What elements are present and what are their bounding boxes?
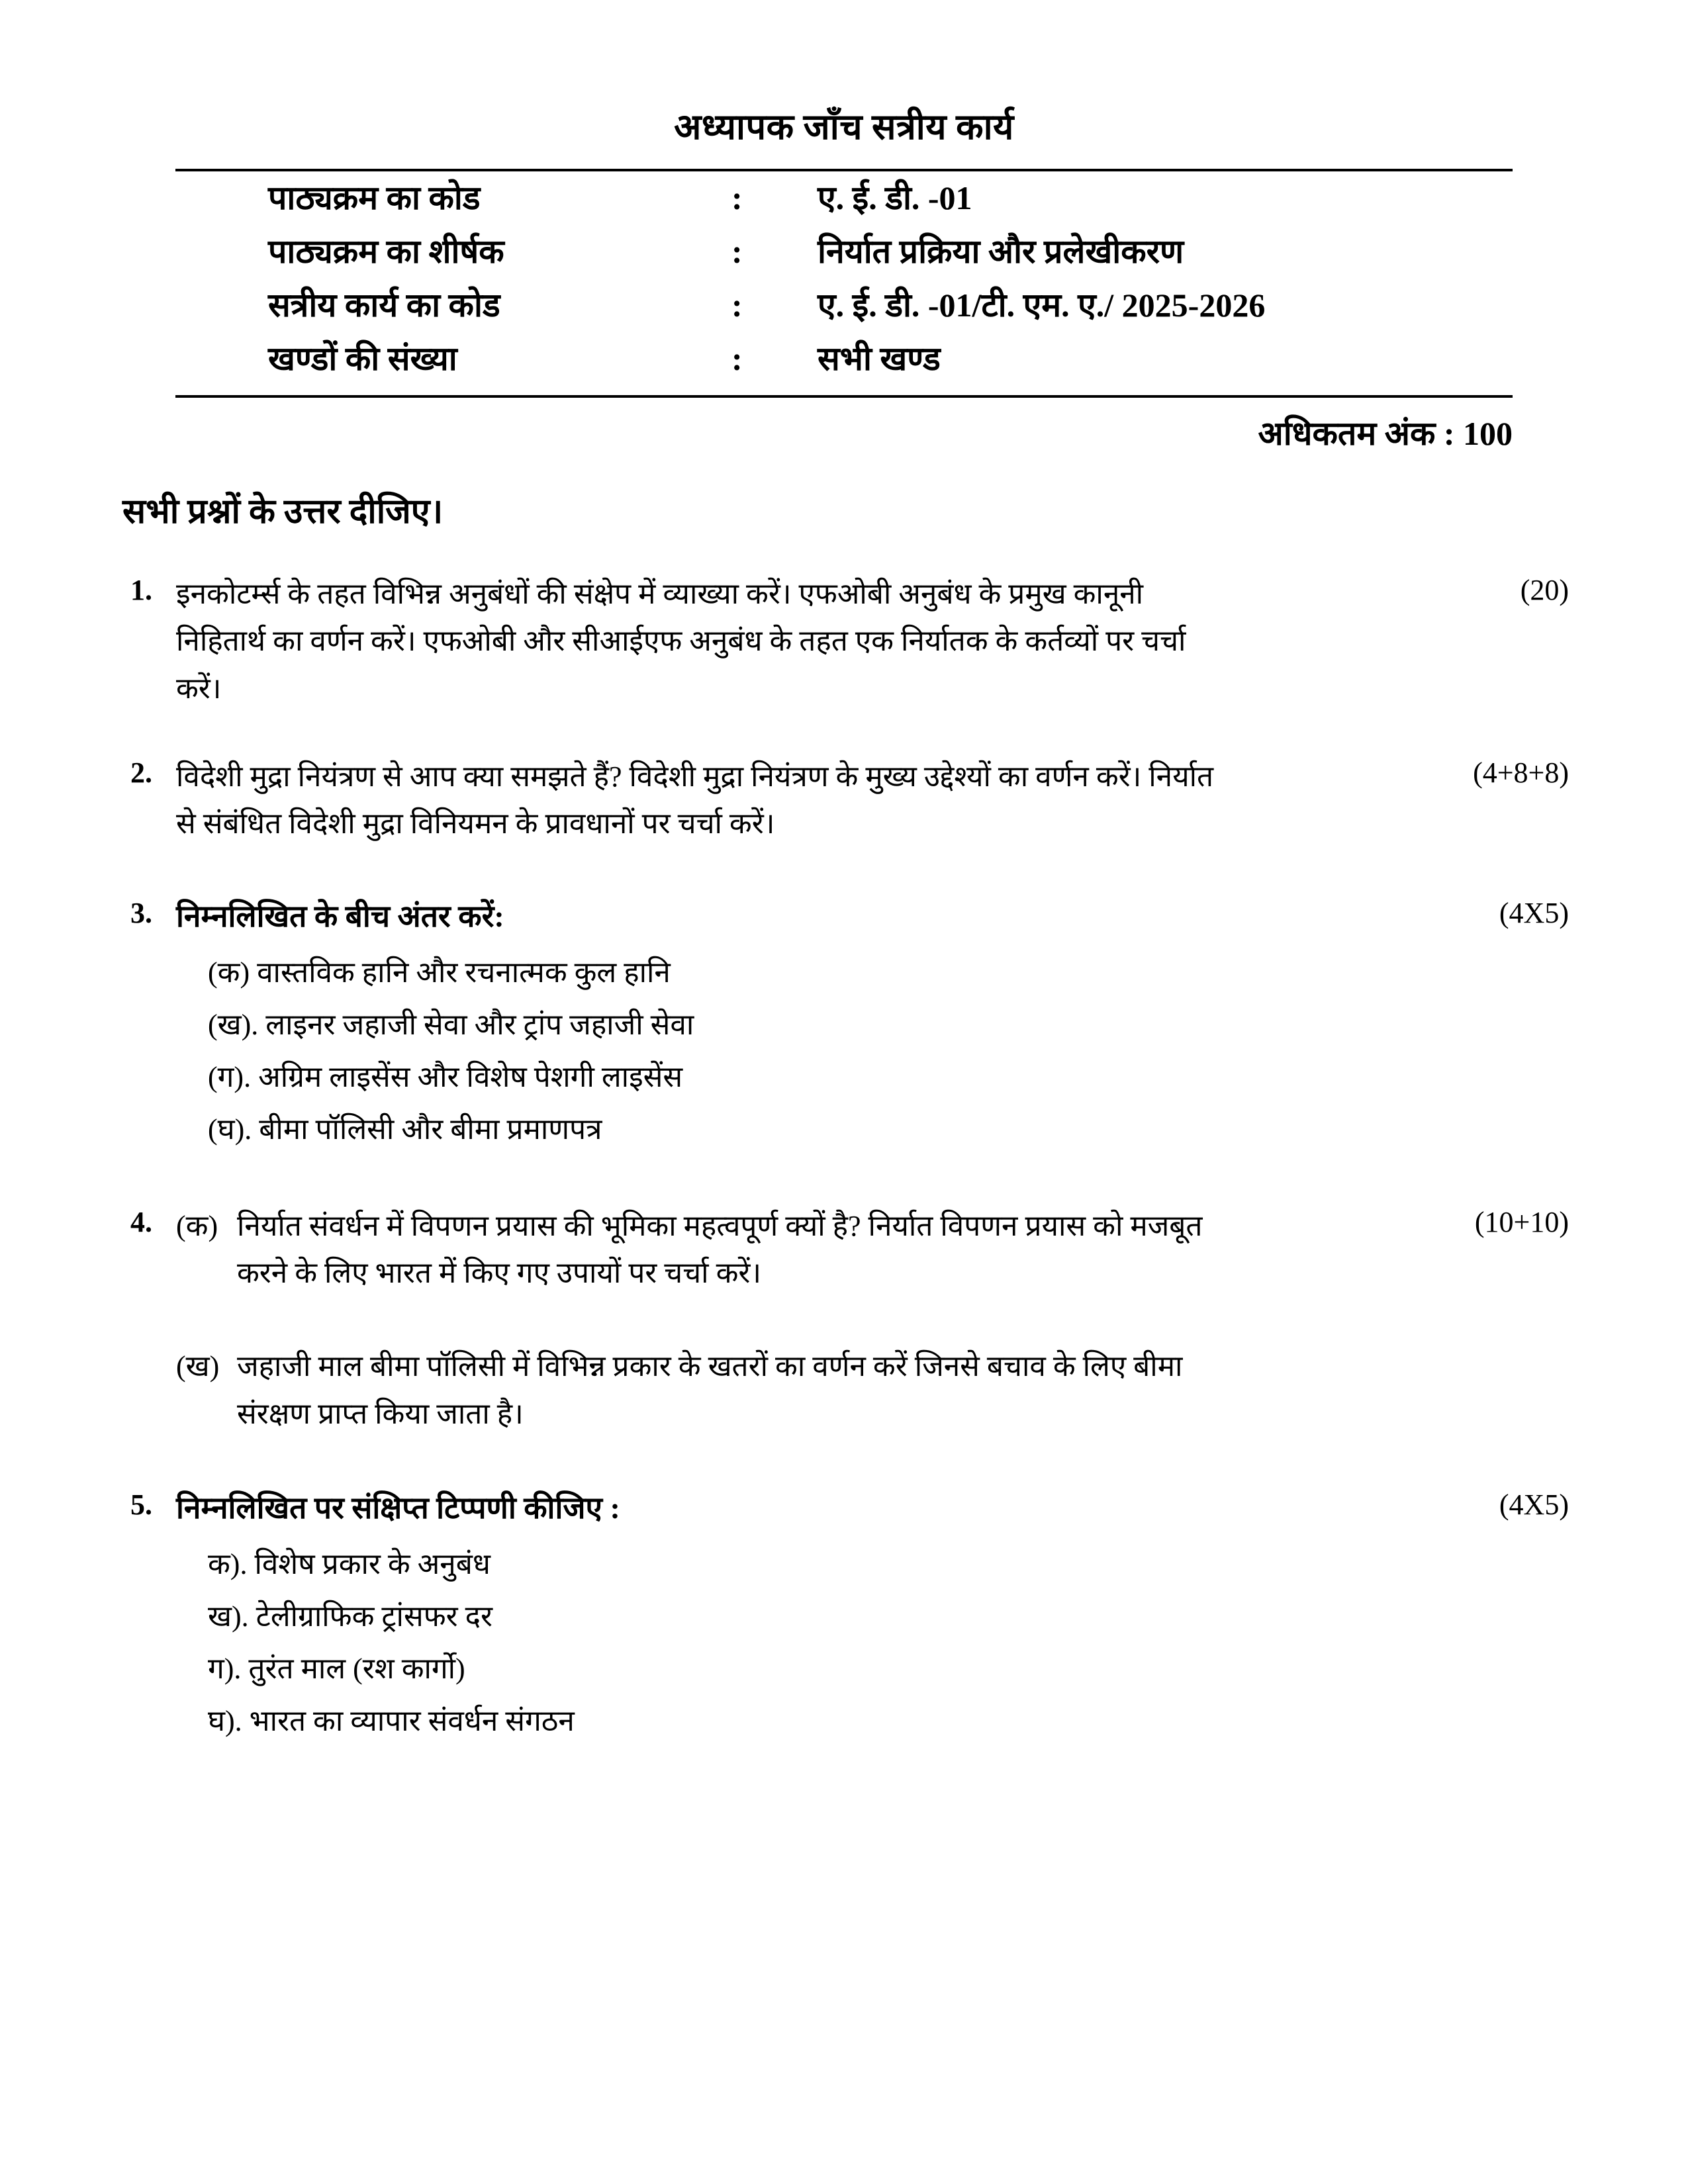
meta-label-assignment-code: सत्रीय कार्य का कोड [268, 287, 500, 324]
meta-colon: : [731, 287, 743, 324]
question-heading-3: निम्नलिखित के बीच अंतर करें: [176, 899, 504, 934]
question-list [113, 570, 1575, 1743]
list-item: (ख). लाइनर जहाजी सेवा और ट्रांप जहाजी सेवा [208, 1009, 694, 1042]
list-item: (क) वास्तविक हानि और रचनात्मक कुल हानि [208, 956, 671, 989]
meta-value-assignment-code: ए. ई. डी. -01/टी. एम. ए./ 2025-2026 [818, 287, 1266, 324]
question-body-5 [176, 1485, 1377, 1744]
question-marks-3: (4X5) [1499, 897, 1569, 930]
list-item: ख). टेलीग्राफिक ट्रांसफर दर [208, 1600, 492, 1633]
table-row [175, 279, 1513, 332]
instruction-text: सभी प्रश्नों के उत्तर दीजिए। [122, 493, 444, 531]
question-number-5: 5. [130, 1488, 152, 1521]
meta-value-block-count: सभी खण्ड [818, 340, 941, 377]
question-heading-5: निम्नलिखित पर संक्षिप्त टिप्पणी कीजिए : [176, 1490, 620, 1525]
question-5-subitems [176, 1543, 1357, 1744]
list-item: क). विशेष प्रकार के अनुबंध [208, 1547, 491, 1580]
question-number-3: 3. [130, 897, 152, 930]
question-marks-5: (4X5) [1499, 1488, 1569, 1521]
table-row [175, 225, 1513, 279]
list-item: (घ). बीमा पॉलिसी और बीमा प्रमाणपत्र [208, 1113, 602, 1146]
question-item-2 [113, 753, 1575, 848]
meta-label-course-code: पाठ्यक्रम का कोड [268, 179, 481, 216]
maximum-marks: अधिकतम अंक : 100 [1258, 415, 1513, 452]
question-body-3 [176, 893, 1377, 1152]
meta-label-block-count: खण्डों की संख्या [268, 340, 457, 377]
meta-value-course-code: ए. ई. डी. -01 [818, 179, 972, 216]
table-row [175, 171, 1513, 225]
question-text-2: विदेशी मुद्रा नियंत्रण से आप क्या समझते हैं? विदेशी मुद्रा नियंत्रण के मुख्य उद्देश्यों का वर्णन करें। निर्यात से संबंधित विदेशी मुद्रा विनियमन के प्रावधानों पर चर्चा करें। [176, 760, 1214, 841]
question-item-1 [113, 570, 1575, 712]
part-text-a: निर्यात संवर्धन में विपणन प्रयास की भूमिका महत्वपूर्ण क्यों है? निर्यात विपणन प्रयास को मजबूत करने के लिए भारत में किए गए उपायों पर चर्चा करें। [237, 1209, 1203, 1290]
part-label-b: (ख) [176, 1350, 220, 1383]
meta-colon: : [731, 340, 743, 377]
question-item-4 [113, 1203, 1575, 1437]
list-item: घ). भारत का व्यापार संवर्धन संगठन [208, 1704, 575, 1737]
question-marks-2: (4+8+8) [1473, 756, 1569, 789]
list-item: (ग). अग्रिम लाइसेंस और विशेष पेशगी लाइसेंस [208, 1061, 683, 1094]
part-label-a: (क) [176, 1209, 218, 1242]
question-marks-1: (20) [1520, 574, 1569, 606]
question-4-part-b [176, 1343, 1357, 1437]
question-text-1: इनकोटर्म्स के तहत विभिन्न अनुबंधों की संक्षेप में व्याख्या करें। एफओबी अनुबंध के प्रमुख कानूनी निहितार्थ का वर्णन करें। एफओबी और सीआईएफ अनुबंध के तहत एक निर्यातक के कर्तव्यों पर चर्चा करें। [176, 578, 1186, 705]
header-rule-bottom [175, 395, 1513, 398]
table-row [175, 332, 1513, 386]
question-number-4: 4. [130, 1205, 152, 1238]
header-rule-top [175, 169, 1513, 171]
question-item-5 [113, 1485, 1575, 1744]
question-body-2 [176, 753, 1377, 848]
meta-colon: : [731, 179, 743, 216]
meta-label-course-title: पाठ्यक्रम का शीर्षक [268, 233, 504, 270]
meta-value-course-title: निर्यात प्रक्रिया और प्रलेखीकरण [818, 233, 1184, 270]
question-3-subitems [176, 951, 1357, 1152]
question-number-1: 1. [130, 574, 152, 606]
question-body-4 [176, 1203, 1377, 1437]
meta-colon: : [731, 233, 743, 270]
question-marks-4: (10+10) [1474, 1205, 1569, 1238]
question-body-1 [176, 570, 1377, 712]
list-item: ग). तुरंत माल (रश कार्गो) [208, 1652, 465, 1685]
question-4-part-a [176, 1203, 1357, 1297]
question-item-3 [113, 893, 1575, 1152]
part-text-b: जहाजी माल बीमा पॉलिसी में विभिन्न प्रकार के खतरों का वर्णन करें जिनसे बचाव के लिए बीमा संरक्षण प्राप्त किया जाता है। [237, 1350, 1183, 1430]
page-title: अध्यापक जाँच सत्रीय कार्य [674, 107, 1014, 147]
course-meta-table [175, 171, 1513, 386]
question-number-2: 2. [130, 756, 152, 789]
